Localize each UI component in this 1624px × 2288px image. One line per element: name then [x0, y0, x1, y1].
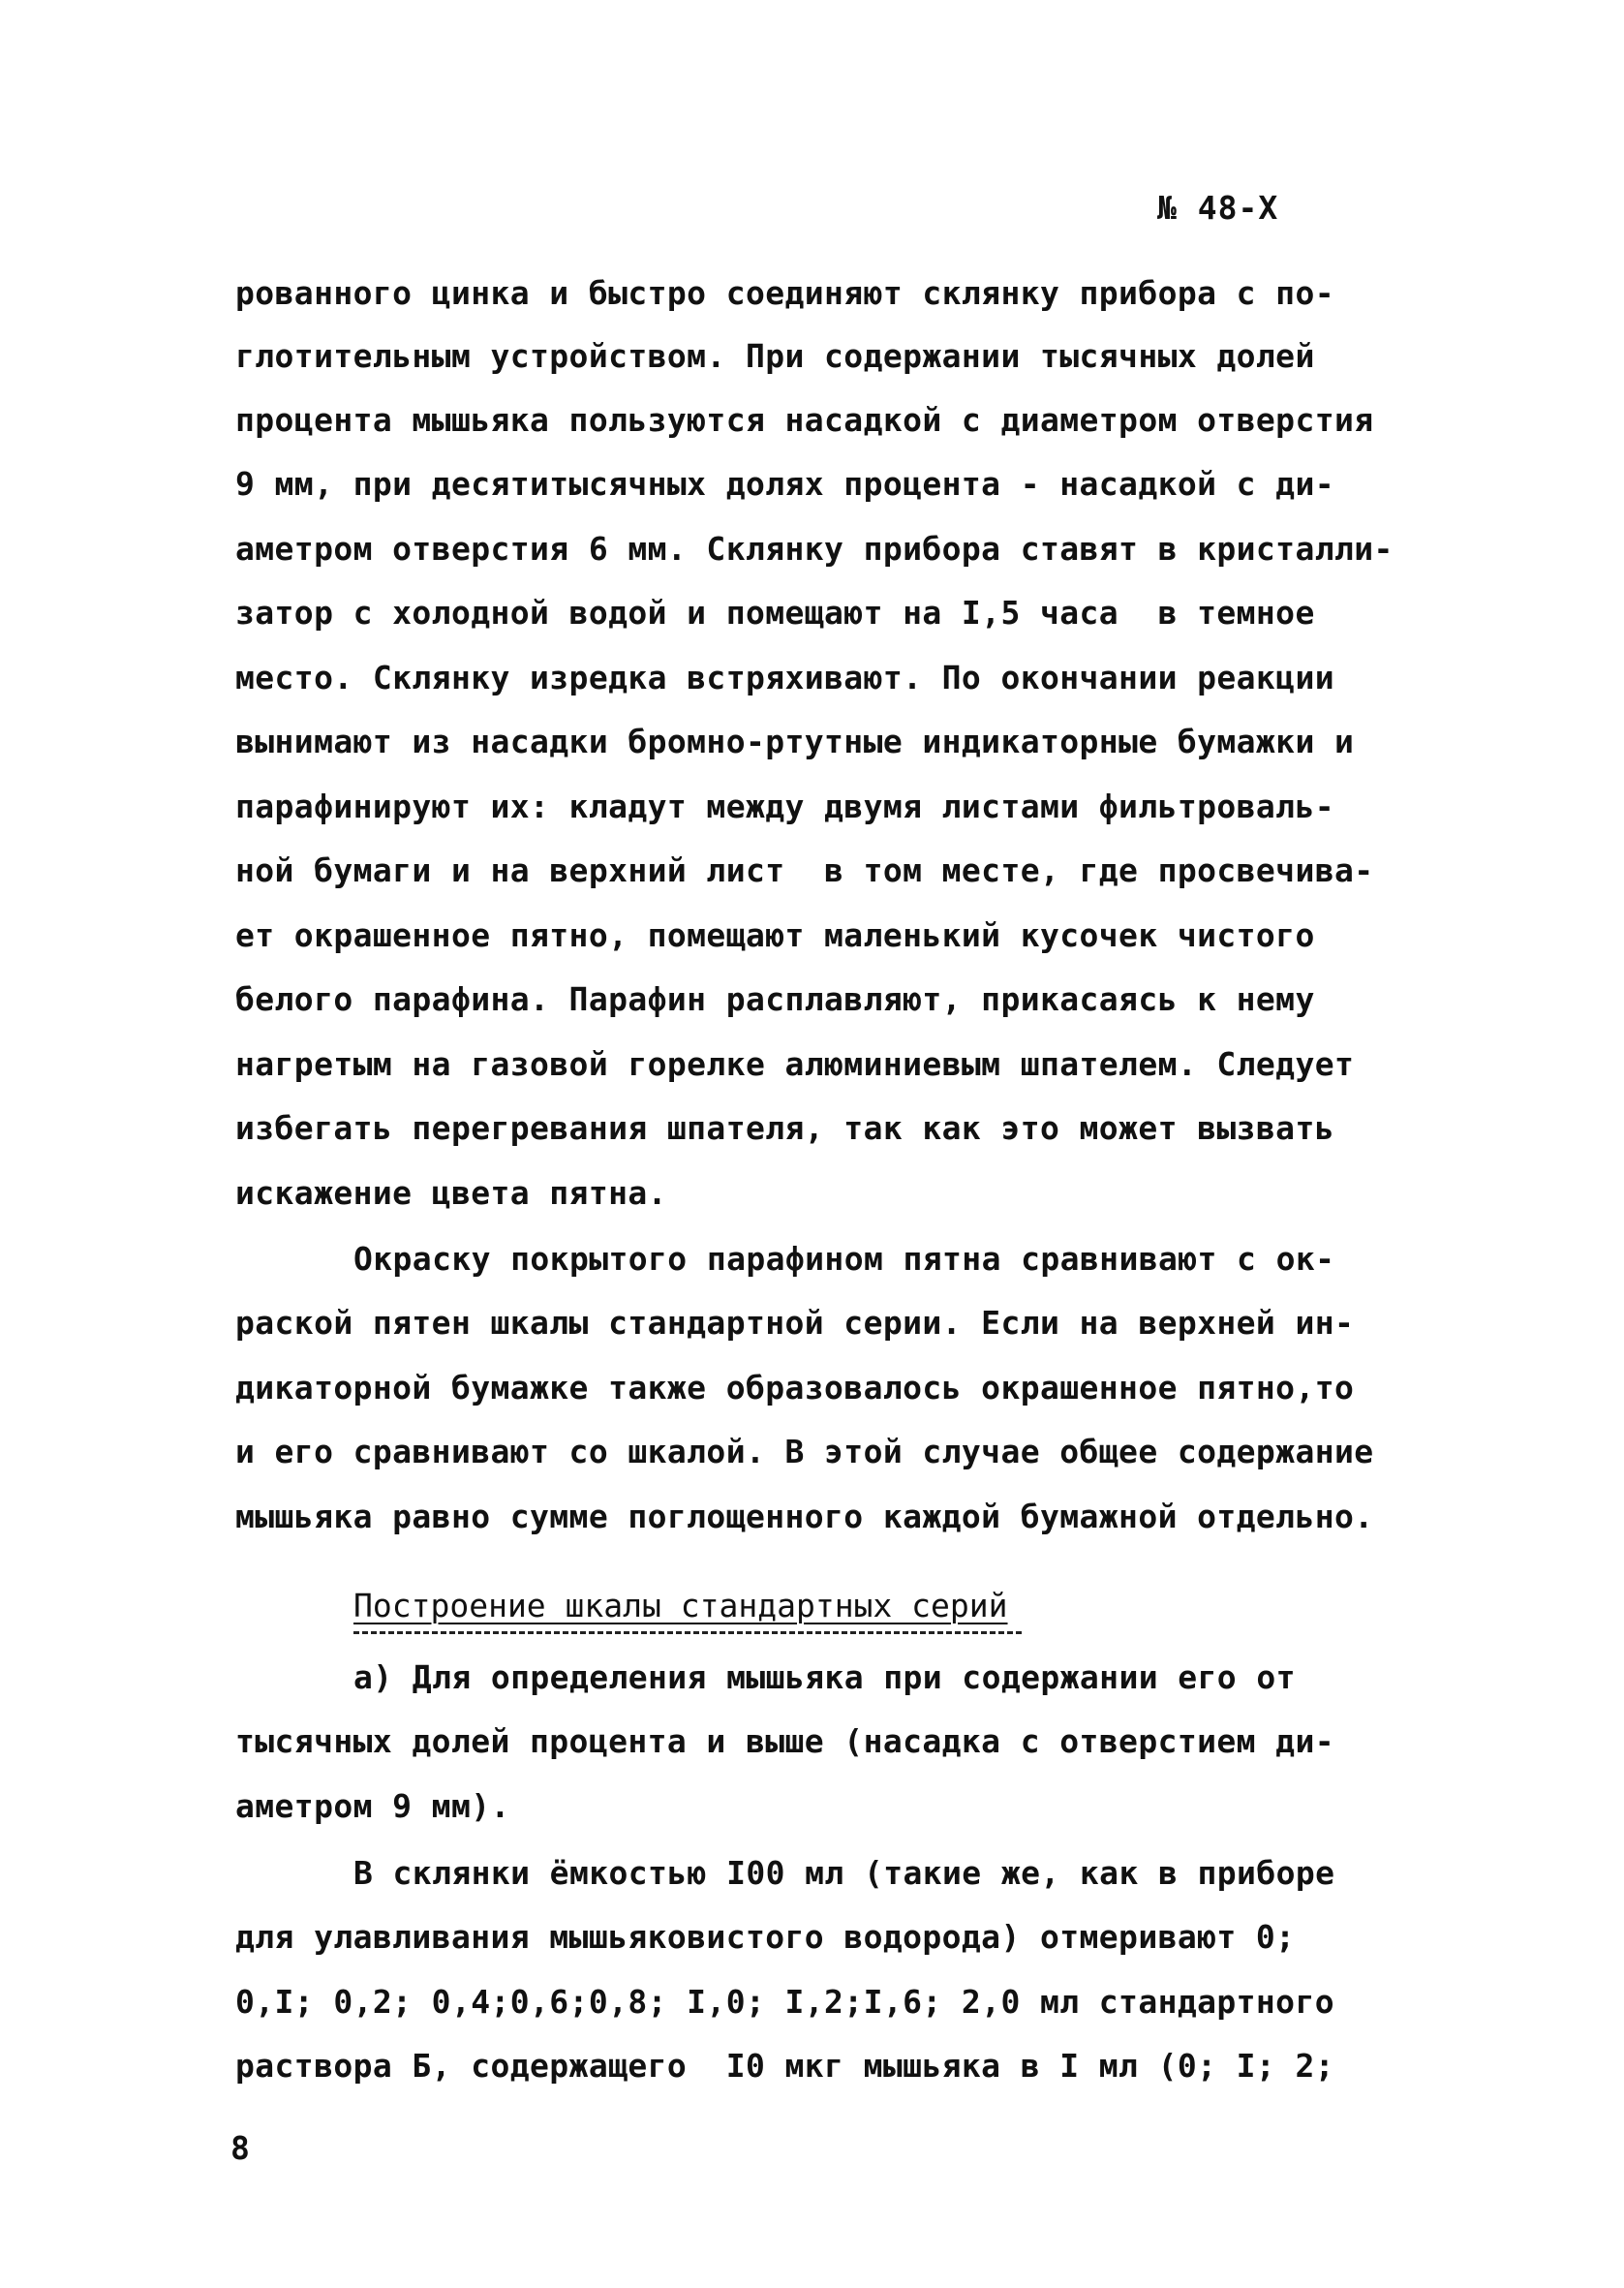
- text-line: тысячных долей процента и выше (насадка с отверстием ди-: [235, 1722, 1334, 1760]
- text-line: искажение цвета пятна.: [235, 1174, 667, 1212]
- paragraph-start: В склянки ёмкостью I00 мл (такие же, как в приборе: [353, 1854, 1335, 1892]
- text-line: аметром отверстия 6 мм. Склянку прибора ставят в кристалли-: [235, 530, 1394, 568]
- text-line: ет окрашенное пятно, помещают маленький кусочек чистого: [235, 916, 1315, 954]
- text-line: место. Склянку изредка встряхивают. По окончании реакции: [235, 659, 1334, 696]
- text-line: дикаторной бумажке также образовалось окрашенное пятно,то: [235, 1369, 1355, 1407]
- text-line: избегать перегревания шпателя, так как это может вызвать: [235, 1109, 1334, 1147]
- text-line: 9 мм, при десятитысячных долях процента - насадкой с ди-: [235, 465, 1334, 503]
- page-number: 8: [230, 2129, 250, 2167]
- text-line: белого парафина. Парафин расплавляют, прикасаясь к нему: [235, 980, 1315, 1018]
- text-line: парафинируют их: кладут между двумя листами фильтроваль-: [235, 788, 1334, 825]
- paragraph-start: Окраску покрытого парафином пятна сравнивают с ок-: [353, 1240, 1335, 1278]
- text-line: и его сравнивают со шкалой. В этой случае общее содержание: [235, 1433, 1374, 1470]
- text-line: рованного цинка и быстро соединяют склянку прибора с по-: [235, 274, 1334, 312]
- document-number: № 48-Х: [1157, 189, 1279, 227]
- text-line: затор с холодной водой и помещают на I,5 часа в темное: [235, 594, 1315, 632]
- text-line: вынимают из насадки бромно-ртутные индикаторные бумажки и: [235, 723, 1355, 760]
- text-line: для улавливания мышьяковистого водорода) отмеривают 0;: [235, 1918, 1296, 1956]
- heading-dashed-underline: [353, 1631, 1022, 1634]
- text-line: нагретым на газовой горелке алюминиевым шпателем. Следует: [235, 1045, 1355, 1083]
- text-line: глотительным устройством. При содержании тысячных долей: [235, 337, 1315, 375]
- section-heading: Построение шкалы стандартных серий: [353, 1587, 1008, 1624]
- text-line: аметром 9 мм).: [235, 1787, 510, 1825]
- list-item-a: а) Для определения мышьяка при содержании его от: [353, 1658, 1296, 1696]
- text-line: процента мышьяка пользуются насадкой с диаметром отверстия: [235, 401, 1374, 439]
- text-line: раской пятен шкалы стандартной серии. Если на верхней ин-: [235, 1304, 1355, 1342]
- text-line: ной бумаги и на верхний лист в том месте, где просвечива-: [235, 851, 1374, 889]
- text-line: мышьяка равно сумме поглощенного каждой бумажной отдельно.: [235, 1498, 1374, 1535]
- text-line: 0,I; 0,2; 0,4;0,6;0,8; I,0; I,2;I,6; 2,0 мл стандартного: [235, 1983, 1334, 2021]
- text-line: раствора Б, содержащего I0 мкг мышьяка в I мл (0; I; 2;: [235, 2047, 1334, 2085]
